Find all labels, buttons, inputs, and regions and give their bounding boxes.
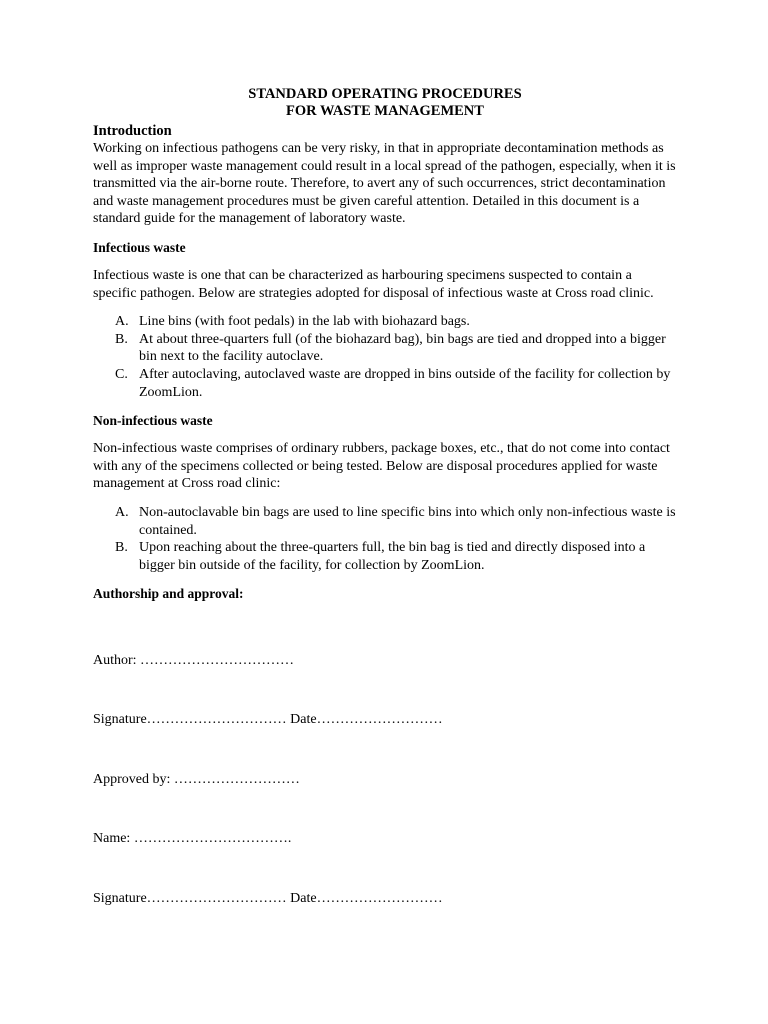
list-marker: C. (115, 366, 128, 382)
name-line: Name: ……………………………. (93, 831, 292, 846)
list-item (115, 539, 677, 574)
list-item (115, 366, 677, 401)
list-item (115, 313, 677, 331)
signature-date-line-2: Signature………………………… Date……………………… (93, 891, 443, 906)
non-infectious-waste-text: Non-infectious waste comprises of ordinary rubbers, package boxes, etc., that do not come into contact with any of the specimens collected or being tested. Below are disposal procedures applied for waste management at Cross road clinic: (93, 441, 670, 492)
list-marker: B. (115, 331, 128, 347)
list-marker: A. (115, 314, 129, 330)
introduction-heading: Introduction (93, 123, 172, 139)
list-item-text: Non-autoclavable bin bags are used to line specific bins into which only non-infectious waste is contained. (139, 504, 676, 538)
approved-by-line: Approved by: ……………………… (93, 772, 300, 787)
list-marker: A. (115, 504, 129, 520)
author-line: Author: …………………………… (93, 653, 295, 668)
list-item-text: Upon reaching about the three-quarters full, the bin bag is tied and directly disposed into a bigger bin outside of the facility, for collection by ZoomLion. (139, 540, 646, 573)
list-item-text: Line bins (with foot pedals) in the lab with biohazard bags. (139, 314, 470, 330)
document-title (93, 86, 677, 120)
list-marker: B. (115, 540, 128, 556)
infectious-waste-text: Infectious waste is one that can be characterized as harbouring specimens suspected to contain a specific pathogen. Below are strategies adopted for disposal of infectious waste at Cross road clinic. (93, 267, 654, 301)
authorship-heading: Authorship and approval: (93, 586, 244, 602)
infectious-waste-list (93, 313, 677, 401)
non-infectious-waste-heading: Non-infectious waste (93, 413, 213, 429)
signature-date-line-1: Signature………………………… Date……………………… (93, 712, 443, 727)
introduction-text: Working on infectious pathogens can be very risky, in that in appropriate decontamination methods as well as improper waste management could result in a local spread of the pathogen, especially, when it is transmitted via the air-borne route. Therefore, to avert any of such occurrences, strict decontamination and waste management procedures must be given careful attention. Detailed in this document is a standard guide for the management of laboratory waste. (93, 141, 676, 227)
non-infectious-waste-list (93, 504, 677, 574)
title-line-1: STANDARD OPERATING PROCEDURES (248, 86, 522, 102)
document-page (93, 86, 677, 602)
infectious-waste-heading: Infectious waste (93, 239, 186, 255)
list-item-text: At about three-quarters full (of the biohazard bag), bin bags are tied and dropped into a bigger bin next to the facility autoclave. (139, 331, 666, 365)
list-item-text: After autoclaving, autoclaved waste are dropped in bins outside of the facility for collection by ZoomLion. (139, 366, 671, 400)
list-item (115, 504, 677, 539)
title-line-2: FOR WASTE MANAGEMENT (286, 103, 484, 119)
list-item (115, 331, 677, 366)
